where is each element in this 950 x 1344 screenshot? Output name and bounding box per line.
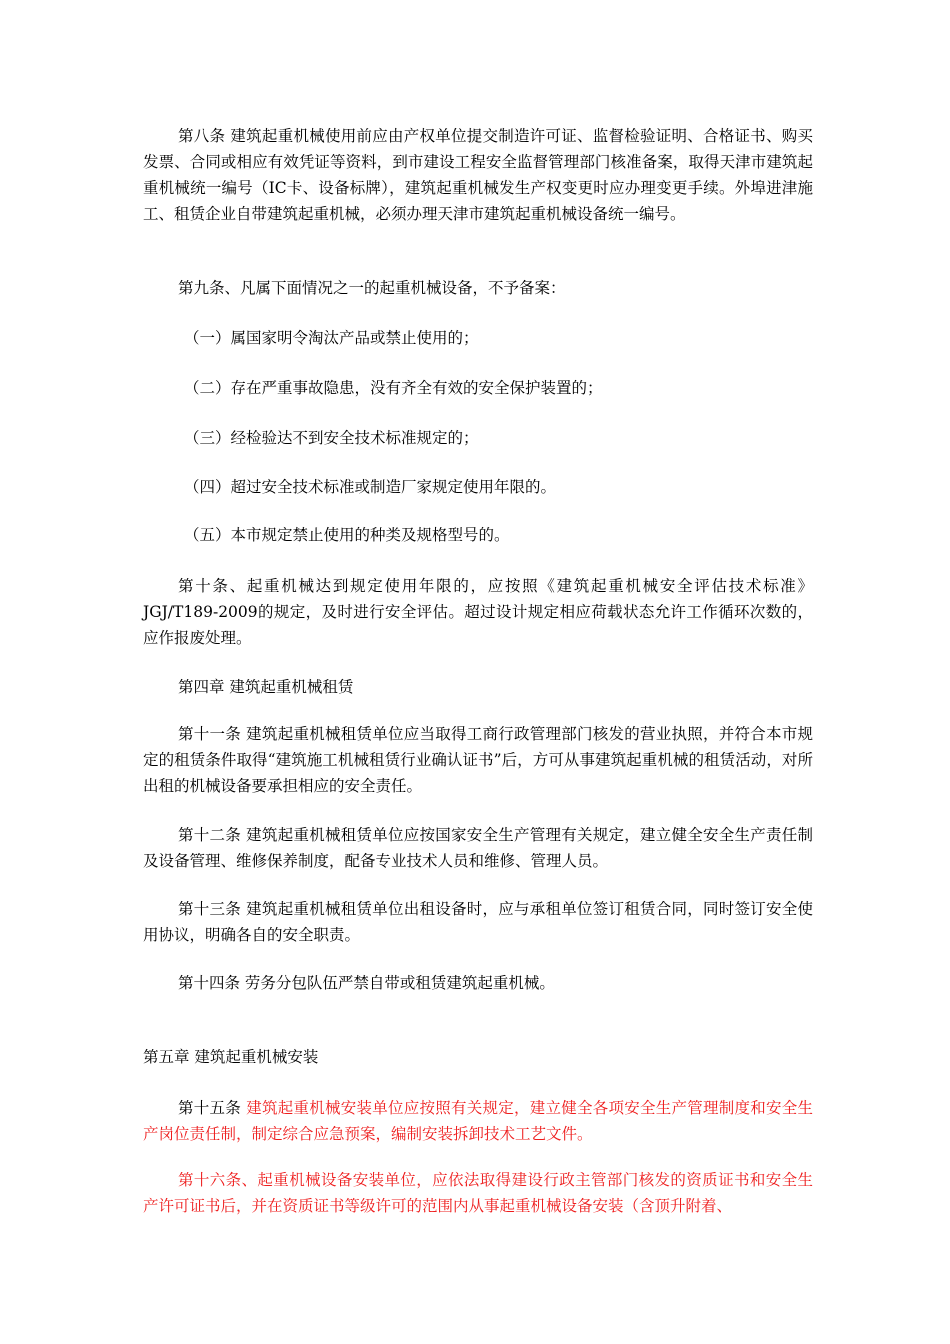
chapter-5-heading: 第五章 建筑起重机械安装 (143, 1048, 319, 1066)
list-item-3: （三）经检验达不到安全技术标准规定的； (184, 429, 479, 447)
article-8: 第八条 建筑起重机械使用前应由产权单位提交制造许可证、监督检验证明、合格证书、购买发票、合同或相应有效凭证等资料，到市建设工程安全监督管理部门核准备案，取得天津市建筑起重机械统一编号（IC卡、设备标牌），建筑起重机械发生产权变更时应办理变更手续。外埠进津施工、租赁企业自带建筑起重机械，必须办理天津市建筑起重机械设备统一编号。 (143, 127, 813, 223)
article-11: 第十一条 建筑起重机械租赁单位应当取得工商行政管理部门核发的营业执照，并符合本市规定的租赁条件取得“建筑施工机械租赁行业确认证书”后，方可从事建筑起重机械的租赁活动，对所出租的机械设备要承担相应的安全责任。 (143, 725, 813, 795)
article-9: 第九条、凡属下面情况之一的起重机械设备，不予备案： (178, 279, 566, 297)
chapter-4-heading: 第四章 建筑起重机械租赁 (178, 678, 354, 696)
list-item-5: （五）本市规定禁止使用的种类及规格型号的。 (184, 526, 510, 544)
list-item-1: （一）属国家明令淘汰产品或禁止使用的； (184, 329, 479, 347)
list-item-2: （二）存在严重事故隐患，没有齐全有效的安全保护装置的； (184, 379, 603, 397)
article-12: 第十二条 建筑起重机械租赁单位应按国家安全生产管理有关规定，建立健全安全生产责任制及设备管理、维修保养制度，配备专业技术人员和维修、管理人员。 (143, 826, 813, 870)
article-15-label: 第十五条 (178, 1099, 247, 1117)
article-14: 第十四条 劳务分包队伍严禁自带或租赁建筑起重机械。 (178, 974, 555, 992)
article-13: 第十三条 建筑起重机械租赁单位出租设备时，应与承租单位签订租赁合同，同时签订安全使用协议，明确各自的安全职责。 (143, 900, 813, 944)
article-15-body: 建筑起重机械安装单位应按照有关规定，建立健全各项安全生产管理制度和安全生产岗位责任制，制定综合应急预案，编制安装拆卸技术工艺文件。 (143, 1099, 813, 1143)
article-16: 第十六条、起重机械设备安装单位，应依法取得建设行政主管部门核发的资质证书和安全生产许可证书后，并在资质证书等级许可的范围内从事起重机械设备安装（含顶升附着、 (143, 1171, 813, 1215)
article-15 (143, 1095, 813, 1147)
list-item-4: （四）超过安全技术标准或制造厂家规定使用年限的。 (184, 478, 557, 496)
article-10: 第十条、起重机械达到规定使用年限的，应按照《建筑起重机械安全评估技术标准》JGJ/T189-2009的规定，及时进行安全评估。超过设计规定相应荷载状态允许工作循环次数的，应作报废处理。 (143, 577, 813, 647)
